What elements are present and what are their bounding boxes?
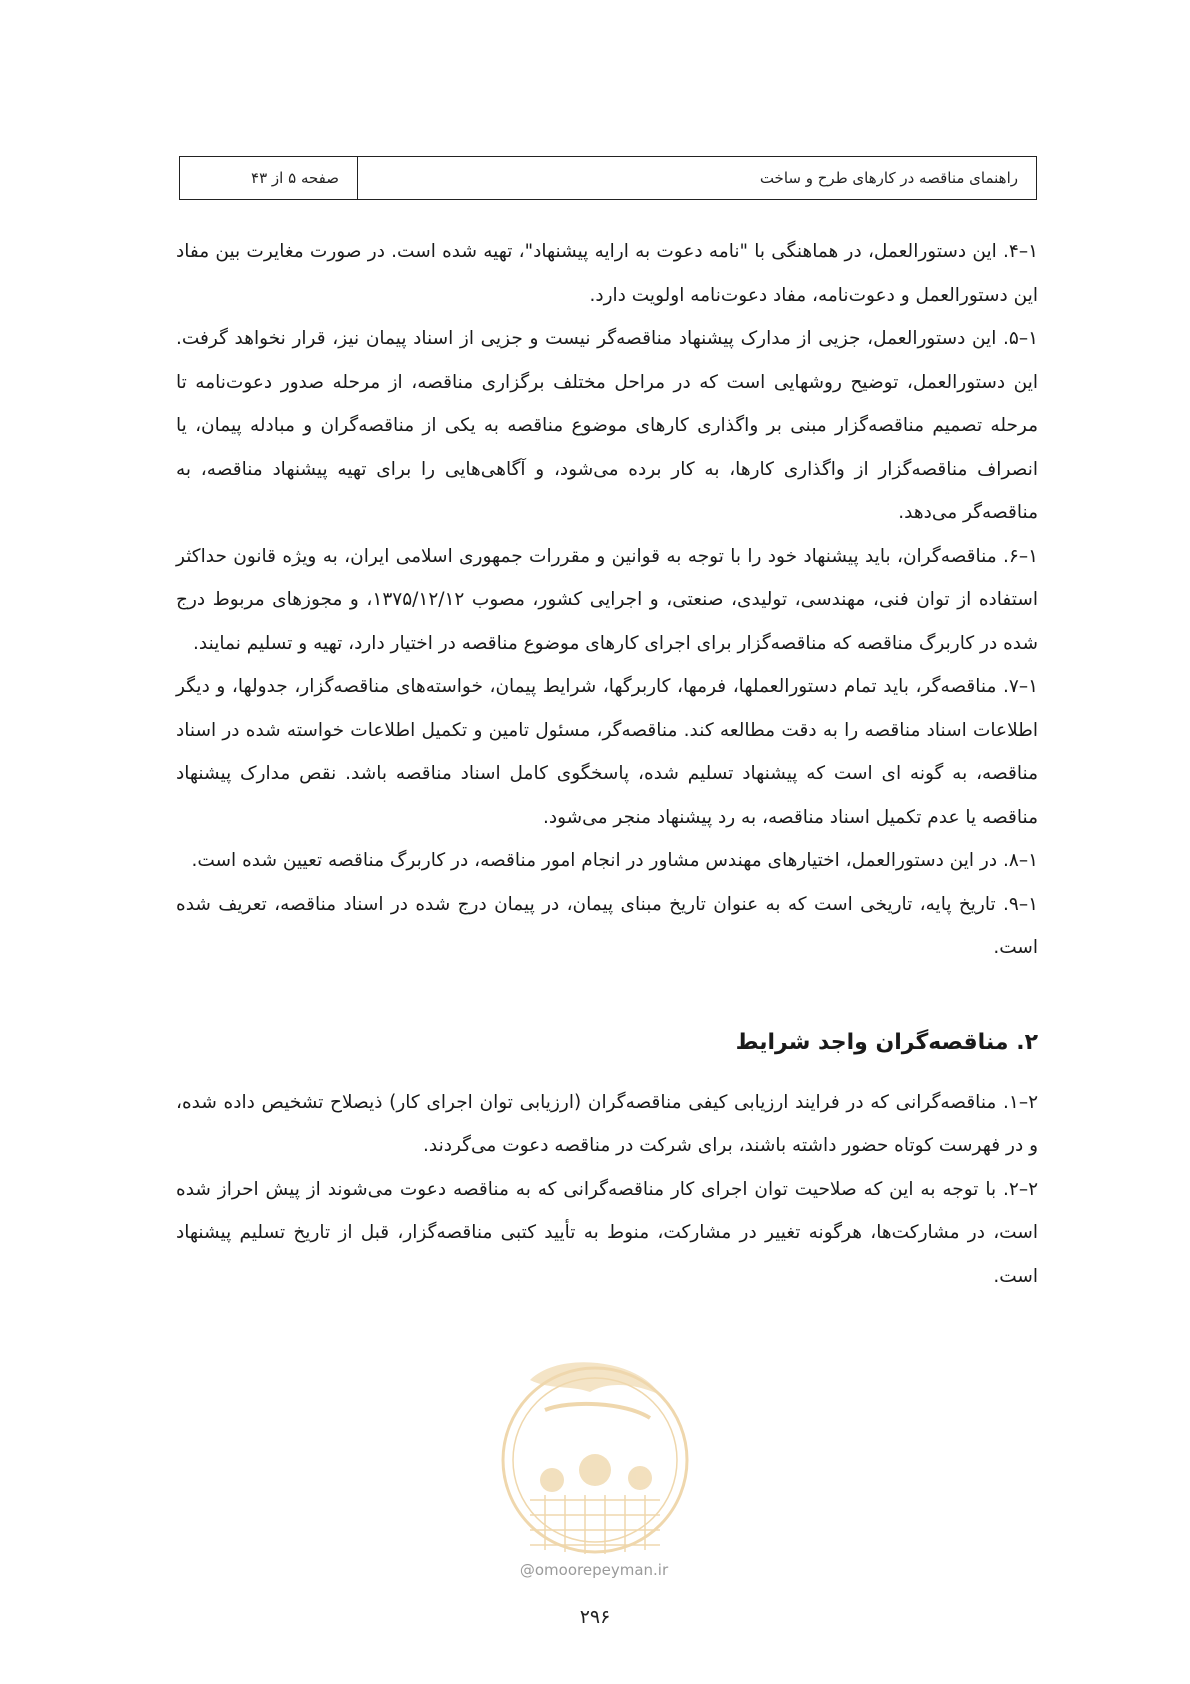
watermark-site-text: @omoorepeyman.ir <box>519 1561 669 1579</box>
header-document-title: راهنمای مناقصه در کارهای طرح و ساخت <box>759 169 1018 187</box>
page-number: ۲۹۶ <box>579 1606 611 1628</box>
watermark-seal-icon <box>490 1340 700 1580</box>
paragraph-2-2: ۲–۲. با توجه به این که صلاحیت توان اجرای کار مناقصه‌گرانی که به مناقصه دعوت می‌شوند از پیش احراز شده است، در مشارکت‌ها، هرگونه تغییر در مشارکت، منوط به تأیید کتبی مناقصه‌گزار، قبل از تاریخ تسلیم پیشنهاد است. <box>176 1178 1038 1287</box>
paragraph-1-4: ۱–۴. این دستورالعمل، در هماهنگی با "نامه دعوت به ارایه پیشنهاد"، تهیه شده است. در صورت مغایرت بین مفاد این دستورالعمل و دعوت‌نامه، مفاد دعوت‌نامه اولویت دارد. <box>176 241 1038 306</box>
paragraph-1-5: ۱–۵. این دستورالعمل، جزیی از مدارک پیشنهاد مناقصه‌گر نیست و جزیی از اسناد پیمان نیز، قرار نخواهد گرفت. این دستورالعمل، توضیح روشهایی است که در مراحل مختلف برگزاری مناقصه، از مرحله صدور دعوت‌نامه تا مرحله تصمیم مناقصه‌گزار مبنی بر واگذاری کارهای موضوع مناقصه به یکی از مناقصه‌گران و مبادله پیمان، یا انصراف مناقصه‌گزار از واگذاری کارها، به کار برده می‌شود، و آگاهی‌هایی را برای تهیه پیشنهاد مناقصه، به مناقصه‌گر می‌دهد. <box>176 328 1038 523</box>
paragraph-1-7: ۱–۷. مناقصه‌گر، باید تمام دستورالعملها، فرمها، کاربرگها، شرایط پیمان، خواسته‌های مناقصه‌گزار، جدولها، و دیگر اطلاعات اسناد مناقصه را به دقت مطالعه کند. مناقصه‌گر، مسئول تامین و تکمیل اطلاعات خواسته شده در اسناد مناقصه، به گونه ای است که پیشنهاد تسلیم شده، پاسخگوی کامل اسناد مناقصه باشد. نقص مدارک پیشنهاد مناقصه یا عدم تکمیل اسناد مناقصه، به رد پیشنهاد منجر می‌شود. <box>176 676 1038 828</box>
document-body <box>176 230 1038 1298</box>
paragraph-1-8: ۱–۸. در این دستورالعمل، اختیارهای مهندس مشاور در انجام امور مناقصه، در کاربرگ مناقصه تعیین شده است. <box>191 850 1038 871</box>
paragraph-1-9: ۱–۹. تاریخ پایه، تاریخی است که به عنوان تاریخ مبنای پیمان، در پیمان درج شده در اسناد مناقصه، تعریف شده است. <box>176 893 1038 958</box>
header-page-label: صفحه ۵ از ۴۳ <box>180 157 358 199</box>
paragraph-2-1: ۲–۱. مناقصه‌گرانی که در فرایند ارزیابی کیفی مناقصه‌گران (ارزیابی توان اجرای کار) ذیصلاح تشخیص داده شده، و در فهرست کوتاه حضور داشته باشند، برای شرکت در مناقصه دعوت می‌گردند. <box>176 1091 1038 1156</box>
section-heading-qualified-bidders: ۲. مناقصه‌گران واجد شرایط <box>735 1029 1038 1055</box>
page-header <box>179 156 1037 200</box>
paragraph-1-6: ۱–۶. مناقصه‌گران، باید پیشنهاد خود را با توجه به قوانین و مقررات جمهوری اسلامی ایران، به ویژه قانون حداکثر استفاده از توان فنی، مهندسی، تولیدی، صنعتی، و اجرایی کشور، مصوب ۱۳۷۵/۱۲/۱۲، و مجوزهای مربوط درج شده در کاربرگ مناقصه که مناقصه‌گزار برای اجرای کارهای موضوع مناقصه در اختیار دارد، تهیه و تسلیم نمایند. <box>176 545 1038 654</box>
